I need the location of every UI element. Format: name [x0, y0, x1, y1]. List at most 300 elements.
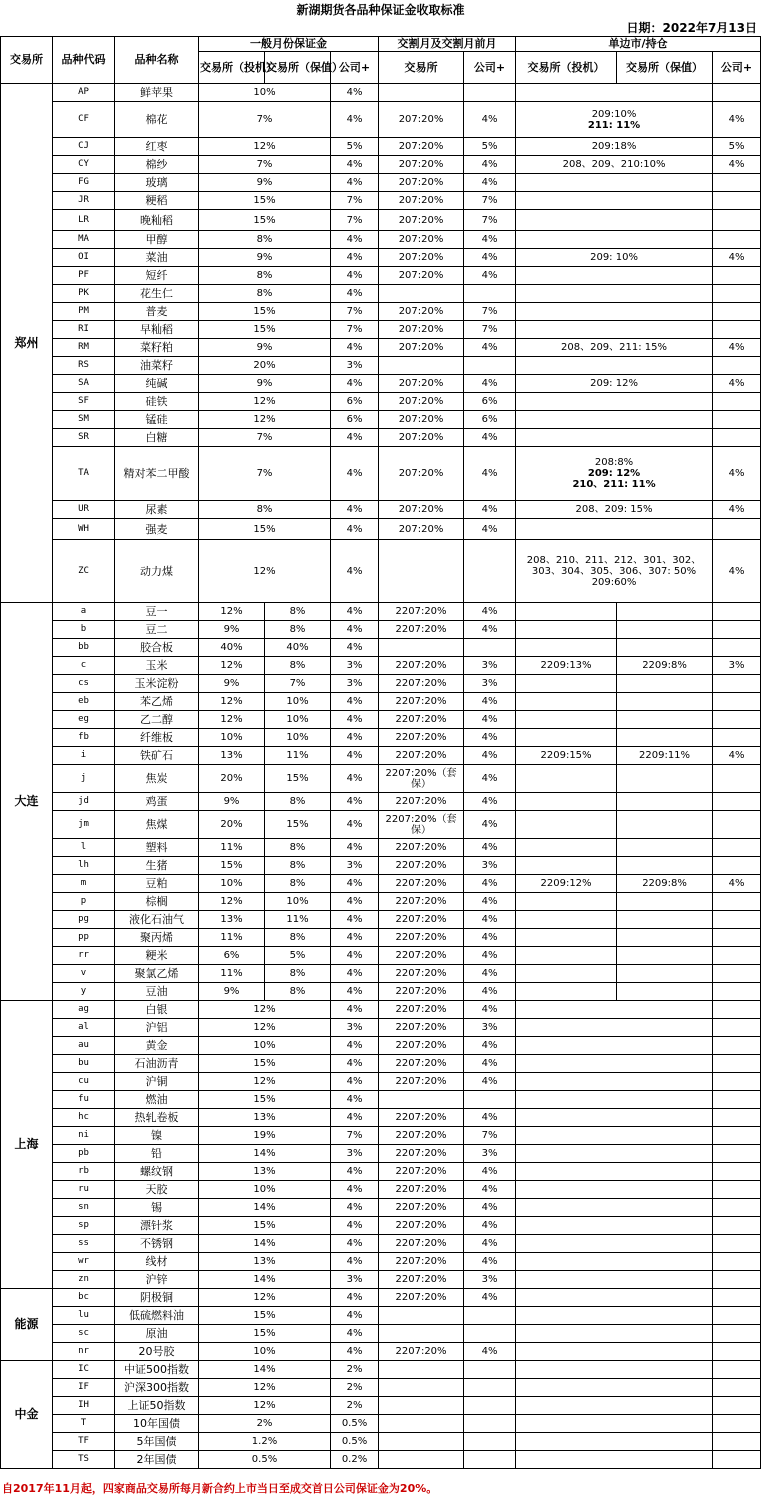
single-hedge — [617, 947, 713, 965]
general-company: 4% — [331, 621, 379, 639]
general-spec: 20% — [199, 811, 265, 839]
product-code: WH — [53, 519, 115, 540]
table-row — [1, 210, 761, 231]
single-hedge — [617, 811, 713, 839]
single-company — [713, 267, 761, 285]
delivery-company: 4% — [464, 1253, 516, 1271]
delivery-company: 4% — [464, 603, 516, 621]
single-side-margin — [516, 357, 713, 375]
delivery-exchange: 2207:20% — [379, 1019, 464, 1037]
general-spec: 9% — [199, 621, 265, 639]
general-spec: 13% — [199, 747, 265, 765]
general-hedge: 10% — [265, 711, 331, 729]
general-company: 4% — [331, 1235, 379, 1253]
single-side-margin — [516, 1307, 713, 1325]
single-side-line: 209: 12% — [587, 468, 641, 479]
delivery-exchange: 207:20% — [379, 138, 464, 156]
header-del-exchange: 交易所 — [379, 52, 464, 84]
delivery-company — [464, 1397, 516, 1415]
product-name: 苯乙烯 — [115, 693, 199, 711]
general-margin: 0.5% — [199, 1451, 331, 1469]
table-row — [1, 1451, 761, 1469]
general-company: 4% — [331, 875, 379, 893]
product-name: 漂针浆 — [115, 1217, 199, 1235]
general-company: 3% — [331, 1019, 379, 1037]
single-spec — [516, 729, 617, 747]
table-row — [1, 911, 761, 929]
single-company — [713, 839, 761, 857]
general-company: 4% — [331, 793, 379, 811]
general-company: 3% — [331, 1271, 379, 1289]
table-row — [1, 192, 761, 210]
general-spec: 12% — [199, 603, 265, 621]
product-code: ni — [53, 1127, 115, 1145]
product-code: ru — [53, 1181, 115, 1199]
general-margin: 15% — [199, 519, 331, 540]
single-hedge — [617, 765, 713, 793]
single-company — [713, 711, 761, 729]
product-code: ss — [53, 1235, 115, 1253]
product-name: 沪锌 — [115, 1271, 199, 1289]
table-row — [1, 965, 761, 983]
general-margin: 1.2% — [199, 1433, 331, 1451]
general-hedge: 8% — [265, 983, 331, 1001]
single-side-margin — [516, 1451, 713, 1469]
delivery-exchange: 207:20% — [379, 174, 464, 192]
general-company: 4% — [331, 1199, 379, 1217]
table-row — [1, 231, 761, 249]
delivery-company — [464, 540, 516, 603]
single-company — [713, 911, 761, 929]
footnote: 自2017年11月起，四家商品交易所每月新合约上市当日至成交首日公司保证金为20%。 — [2, 1482, 438, 1495]
table-row — [1, 84, 761, 102]
single-side-margin — [516, 174, 713, 192]
delivery-exchange: 2207:20% — [379, 965, 464, 983]
single-hedge — [617, 893, 713, 911]
single-company — [713, 1289, 761, 1307]
general-margin: 7% — [199, 447, 331, 501]
general-company: 4% — [331, 249, 379, 267]
single-spec — [516, 947, 617, 965]
general-company: 0.2% — [331, 1451, 379, 1469]
single-company — [713, 1037, 761, 1055]
general-hedge: 10% — [265, 693, 331, 711]
table-row — [1, 411, 761, 429]
delivery-company — [464, 1433, 516, 1451]
header-sgl-hedge: 交易所（保值） — [617, 52, 713, 84]
product-code: pg — [53, 911, 115, 929]
delivery-company: 4% — [464, 811, 516, 839]
product-name: 液化石油气 — [115, 911, 199, 929]
product-name: 硅铁 — [115, 393, 199, 411]
delivery-exchange: 2207:20% — [379, 729, 464, 747]
single-side-margin — [516, 321, 713, 339]
general-hedge: 8% — [265, 657, 331, 675]
general-spec: 40% — [199, 639, 265, 657]
delivery-exchange — [379, 357, 464, 375]
table-row — [1, 138, 761, 156]
delivery-company — [464, 1307, 516, 1325]
delivery-company: 3% — [464, 1019, 516, 1037]
general-margin: 15% — [199, 1325, 331, 1343]
delivery-company: 3% — [464, 857, 516, 875]
general-hedge: 7% — [265, 675, 331, 693]
product-code: cu — [53, 1073, 115, 1091]
single-side-margin — [516, 1199, 713, 1217]
single-company — [713, 1019, 761, 1037]
general-company: 3% — [331, 675, 379, 693]
general-hedge: 40% — [265, 639, 331, 657]
single-side-margin — [516, 1433, 713, 1451]
single-side-margin — [516, 1055, 713, 1073]
product-code: fu — [53, 1091, 115, 1109]
delivery-exchange: 207:20% — [379, 156, 464, 174]
general-company: 5% — [331, 138, 379, 156]
delivery-exchange: 2207:20% — [379, 947, 464, 965]
product-name: 原油 — [115, 1325, 199, 1343]
single-company: 5% — [713, 138, 761, 156]
table-row — [1, 1289, 761, 1307]
single-hedge — [617, 711, 713, 729]
delivery-exchange — [379, 1415, 464, 1433]
table-row — [1, 1181, 761, 1199]
product-name: 低硫燃料油 — [115, 1307, 199, 1325]
delivery-exchange: 2207:20% — [379, 1271, 464, 1289]
general-margin: 12% — [199, 1289, 331, 1307]
single-side-line: 208、210、211、212、301、302、 — [526, 554, 702, 566]
product-code: rb — [53, 1163, 115, 1181]
product-code: j — [53, 765, 115, 793]
general-spec: 12% — [199, 893, 265, 911]
delivery-exchange: 2207:20% — [379, 1001, 464, 1019]
table-row — [1, 339, 761, 357]
single-side-margin — [516, 1073, 713, 1091]
delivery-exchange — [379, 1451, 464, 1469]
general-company: 4% — [331, 1307, 379, 1325]
product-code: lh — [53, 857, 115, 875]
single-company: 4% — [713, 156, 761, 174]
product-code: PK — [53, 285, 115, 303]
product-name: 棕榈 — [115, 893, 199, 911]
table-row — [1, 893, 761, 911]
product-code: UR — [53, 501, 115, 519]
product-name: 早籼稻 — [115, 321, 199, 339]
general-spec: 9% — [199, 793, 265, 811]
product-name: 沪铝 — [115, 1019, 199, 1037]
table-row — [1, 1253, 761, 1271]
general-margin: 15% — [199, 1055, 331, 1073]
single-side-line: 208、209: 15% — [575, 504, 653, 515]
general-company: 4% — [331, 174, 379, 192]
header-gen-company: 公司+ — [331, 52, 379, 84]
general-margin: 15% — [199, 1217, 331, 1235]
general-margin: 7% — [199, 429, 331, 447]
general-margin: 7% — [199, 156, 331, 174]
delivery-company: 6% — [464, 411, 516, 429]
single-company — [713, 1163, 761, 1181]
general-company: 3% — [331, 357, 379, 375]
product-code: TF — [53, 1433, 115, 1451]
single-spec — [516, 857, 617, 875]
delivery-exchange: 207:20% — [379, 519, 464, 540]
product-name: 红枣 — [115, 138, 199, 156]
table-row — [1, 983, 761, 1001]
general-spec: 12% — [199, 693, 265, 711]
product-name: 焦煤 — [115, 811, 199, 839]
product-name: 生猪 — [115, 857, 199, 875]
delivery-company: 4% — [464, 102, 516, 138]
delivery-exchange: 2207:20% — [379, 1217, 464, 1235]
general-company: 2% — [331, 1361, 379, 1379]
general-margin: 20% — [199, 357, 331, 375]
single-side-margin — [516, 1217, 713, 1235]
delivery-exchange: 2207:20%（套保） — [379, 765, 464, 793]
single-hedge: 2209:11% — [617, 747, 713, 765]
general-margin: 15% — [199, 210, 331, 231]
product-name: 塑料 — [115, 839, 199, 857]
single-hedge: 2209:8% — [617, 657, 713, 675]
single-spec — [516, 793, 617, 811]
delivery-exchange: 2207:20% — [379, 1127, 464, 1145]
single-spec: 2209:12% — [516, 875, 617, 893]
delivery-exchange: 207:20% — [379, 447, 464, 501]
single-company — [713, 947, 761, 965]
product-name: 白银 — [115, 1001, 199, 1019]
table-row — [1, 839, 761, 857]
table-row — [1, 1361, 761, 1379]
single-spec — [516, 811, 617, 839]
general-hedge: 8% — [265, 793, 331, 811]
product-name: 不锈钢 — [115, 1235, 199, 1253]
product-code: SA — [53, 375, 115, 393]
table-row — [1, 1433, 761, 1451]
delivery-company: 4% — [464, 231, 516, 249]
table-row — [1, 675, 761, 693]
product-code: c — [53, 657, 115, 675]
single-company: 4% — [713, 447, 761, 501]
general-company: 4% — [331, 911, 379, 929]
product-code: eb — [53, 693, 115, 711]
product-code: au — [53, 1037, 115, 1055]
general-hedge: 8% — [265, 603, 331, 621]
single-side-margin — [516, 102, 713, 138]
product-code: p — [53, 893, 115, 911]
delivery-exchange: 207:20% — [379, 267, 464, 285]
general-margin: 15% — [199, 1091, 331, 1109]
product-code: ZC — [53, 540, 115, 603]
table-row — [1, 603, 761, 621]
single-side-margin — [516, 84, 713, 102]
general-margin: 8% — [199, 285, 331, 303]
delivery-exchange: 2207:20% — [379, 1037, 464, 1055]
single-company — [713, 1181, 761, 1199]
delivery-company: 5% — [464, 138, 516, 156]
single-side-margin — [516, 411, 713, 429]
single-side-line: 209:18% — [591, 141, 637, 152]
single-company — [713, 1433, 761, 1451]
single-company: 4% — [713, 540, 761, 603]
table-row — [1, 501, 761, 519]
product-name: 镍 — [115, 1127, 199, 1145]
general-company: 4% — [331, 893, 379, 911]
single-company — [713, 1271, 761, 1289]
table-row — [1, 947, 761, 965]
table-row — [1, 765, 761, 793]
delivery-exchange — [379, 540, 464, 603]
single-side-margin — [516, 540, 713, 603]
product-name: 粳米 — [115, 947, 199, 965]
single-hedge — [617, 729, 713, 747]
single-side-line: 209: 10% — [590, 252, 638, 263]
single-company: 4% — [713, 249, 761, 267]
general-company: 4% — [331, 102, 379, 138]
delivery-exchange: 2207:20% — [379, 839, 464, 857]
single-company — [713, 693, 761, 711]
delivery-company: 4% — [464, 1073, 516, 1091]
table-row — [1, 321, 761, 339]
general-company: 7% — [331, 192, 379, 210]
product-code: SR — [53, 429, 115, 447]
single-side-margin — [516, 267, 713, 285]
delivery-company — [464, 84, 516, 102]
delivery-exchange: 207:20% — [379, 429, 464, 447]
delivery-exchange — [379, 1091, 464, 1109]
header-sgl-spec: 交易所（投机） — [516, 52, 617, 84]
single-hedge — [617, 839, 713, 857]
product-code: jm — [53, 811, 115, 839]
product-code: SM — [53, 411, 115, 429]
general-company: 4% — [331, 429, 379, 447]
general-margin: 12% — [199, 1073, 331, 1091]
general-hedge: 8% — [265, 875, 331, 893]
delivery-exchange: 2207:20% — [379, 1253, 464, 1271]
delivery-exchange: 207:20% — [379, 375, 464, 393]
table-row — [1, 793, 761, 811]
general-company: 4% — [331, 1109, 379, 1127]
single-company — [713, 303, 761, 321]
single-side-margin — [516, 1163, 713, 1181]
table-row — [1, 1235, 761, 1253]
general-company: 4% — [331, 1325, 379, 1343]
single-hedge — [617, 911, 713, 929]
product-name: 天胶 — [115, 1181, 199, 1199]
single-company — [713, 1235, 761, 1253]
product-name: 菜籽粕 — [115, 339, 199, 357]
product-name: 铅 — [115, 1145, 199, 1163]
product-name: 强麦 — [115, 519, 199, 540]
delivery-company: 4% — [464, 747, 516, 765]
single-side-margin — [516, 1235, 713, 1253]
general-company: 4% — [331, 84, 379, 102]
single-company — [713, 1325, 761, 1343]
single-company: 4% — [713, 375, 761, 393]
table-row — [1, 303, 761, 321]
product-code: bc — [53, 1289, 115, 1307]
general-margin: 8% — [199, 231, 331, 249]
general-spec: 12% — [199, 711, 265, 729]
delivery-company: 4% — [464, 447, 516, 501]
general-company: 0.5% — [331, 1433, 379, 1451]
delivery-exchange: 207:20% — [379, 321, 464, 339]
single-side-margin — [516, 1361, 713, 1379]
product-name: 20号胶 — [115, 1343, 199, 1361]
table-row — [1, 249, 761, 267]
single-company — [713, 519, 761, 540]
general-company: 4% — [331, 711, 379, 729]
delivery-exchange: 2207:20% — [379, 875, 464, 893]
product-code: cs — [53, 675, 115, 693]
single-company: 3% — [713, 657, 761, 675]
single-side-margin — [516, 303, 713, 321]
single-company — [713, 1343, 761, 1361]
general-company: 4% — [331, 501, 379, 519]
delivery-company: 4% — [464, 893, 516, 911]
single-hedge — [617, 693, 713, 711]
product-code: RI — [53, 321, 115, 339]
single-company: 4% — [713, 102, 761, 138]
delivery-exchange — [379, 1379, 464, 1397]
delivery-exchange: 2207:20% — [379, 693, 464, 711]
single-hedge — [617, 621, 713, 639]
delivery-exchange: 207:20% — [379, 210, 464, 231]
product-code: y — [53, 983, 115, 1001]
page-title: 新湖期货各品种保证金收取标准 — [296, 3, 465, 17]
delivery-exchange: 207:20% — [379, 411, 464, 429]
table-row — [1, 1325, 761, 1343]
delivery-company: 4% — [464, 793, 516, 811]
product-code: sc — [53, 1325, 115, 1343]
general-company: 4% — [331, 375, 379, 393]
delivery-company: 4% — [464, 375, 516, 393]
product-code: al — [53, 1019, 115, 1037]
delivery-company: 4% — [464, 839, 516, 857]
general-margin: 14% — [199, 1361, 331, 1379]
general-margin: 12% — [199, 1379, 331, 1397]
single-side-margin — [516, 393, 713, 411]
single-company — [713, 1361, 761, 1379]
delivery-exchange: 2207:20% — [379, 1073, 464, 1091]
product-name: 短纤 — [115, 267, 199, 285]
header-sgl-company: 公司+ — [713, 52, 761, 84]
single-company — [713, 411, 761, 429]
general-spec: 20% — [199, 765, 265, 793]
header-del-company: 公司+ — [464, 52, 516, 84]
delivery-company: 4% — [464, 711, 516, 729]
general-spec: 10% — [199, 875, 265, 893]
table-row — [1, 621, 761, 639]
delivery-exchange: 2207:20% — [379, 893, 464, 911]
single-side-margin — [516, 1001, 713, 1019]
single-company — [713, 1379, 761, 1397]
general-hedge: 8% — [265, 839, 331, 857]
product-name: 纤维板 — [115, 729, 199, 747]
product-code: fb — [53, 729, 115, 747]
single-side-line: 208、209、210:10% — [562, 159, 666, 170]
general-margin: 10% — [199, 84, 331, 102]
product-name: 10年国债 — [115, 1415, 199, 1433]
single-company — [713, 857, 761, 875]
product-name: 玻璃 — [115, 174, 199, 192]
delivery-exchange: 2207:20% — [379, 1163, 464, 1181]
single-company: 4% — [713, 501, 761, 519]
delivery-company: 4% — [464, 501, 516, 519]
delivery-exchange: 2207:20% — [379, 747, 464, 765]
delivery-exchange: 207:20% — [379, 501, 464, 519]
general-company: 6% — [331, 411, 379, 429]
general-company: 2% — [331, 1379, 379, 1397]
single-side-margin — [516, 1037, 713, 1055]
general-hedge: 10% — [265, 729, 331, 747]
